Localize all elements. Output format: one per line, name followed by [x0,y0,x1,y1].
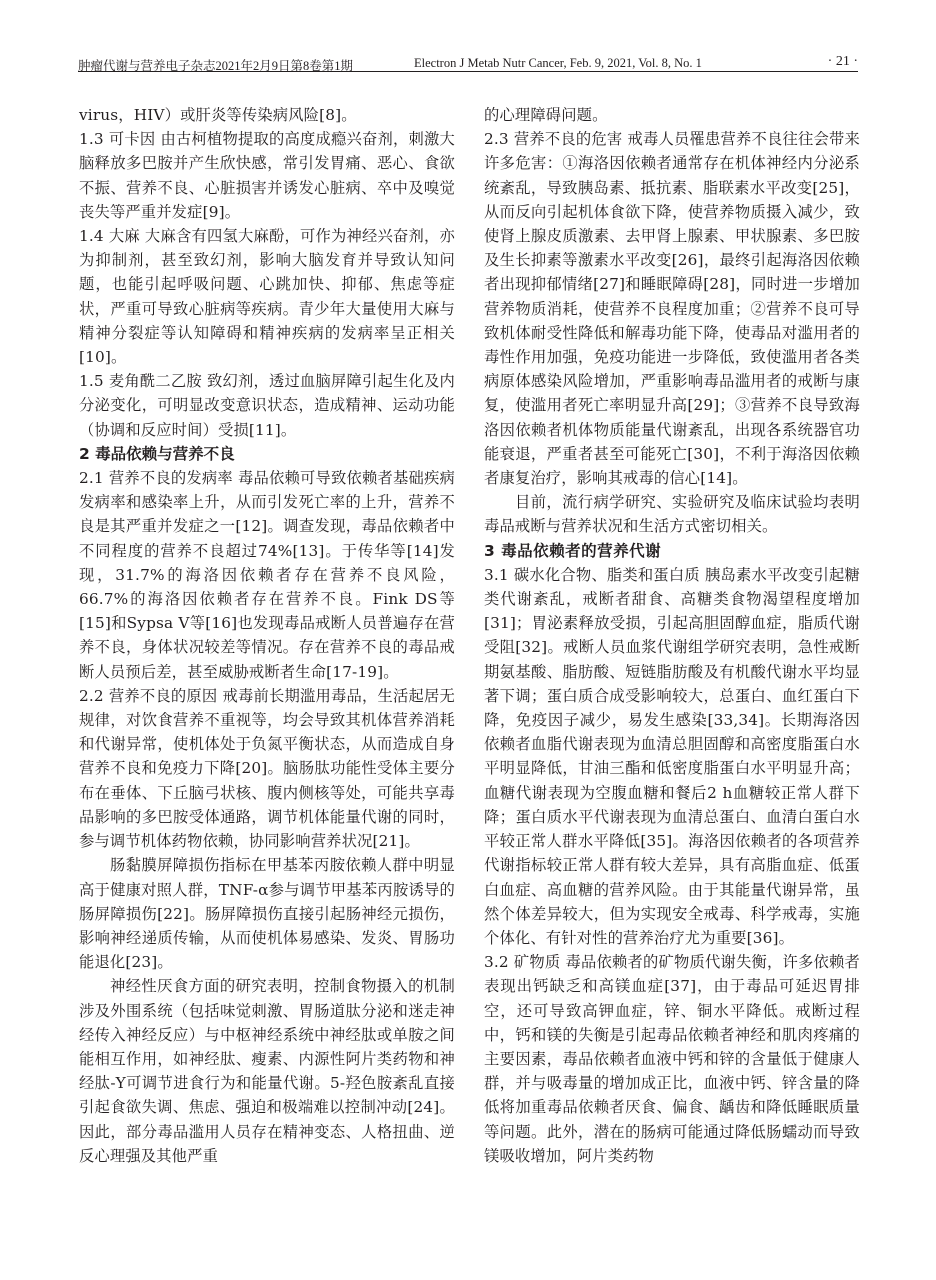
section-heading-2: 2 毒品依赖与营养不良 [79,444,235,463]
paragraph: virus，HIV）或肝炎等传染病风险[8]。 [79,106,357,124]
paragraph-harms: 2.3 营养不良的危害 戒毒人员罹患营养不良往往会带来许多危害：①海洛因依赖者通常存在机体神经内分泌系统紊乱，导致胰岛素、抵抗素、脂联素水平改变[25]，从而反向引起机体食欲下降，使营养物质摄入减少，致使肾上腺皮质激素、去甲肾上腺素、甲状腺素、多巴胺及生长抑素等激素水平改变[26]，最终引起海洛因依赖者出现抑郁情绪[27]和睡眠障碍[28]，同时进一步增加营养物质消耗，使营养不良程度加重；②营养不良可导致机体耐受性降低和解毒功能下降，使毒品对滥用者的毒性作用加强，免疫功能进一步降低，致使滥用者各类病原体感染风险增加，严重影响毒品滥用者的戒断与康复，使滥用者死亡率明显升高[29]；③营养不良导致海洛因依赖者机体物质能量代谢紊乱，出现各系统器官功能衰退，严重者甚至可能死亡[30]，不利于海洛因依赖者康复治疗，影响其戒毒的信心[14]。 [484,130,860,488]
paragraph-causes: 2.2 营养不良的原因 戒毒前长期滥用毒品，生活起居无规律，对饮食营养不重视等，均会导致其机体营养消耗和代谢异常，使机体处于负氮平衡状态，从而造成自身营养不良和免疫力下降[20]。脑肠肽功能性受体主要分布在垂体、下丘脑弓状核、腹内侧核等处，可能共享毒品影响的多巴胺受体通路，调节机体能量代谢的同时，参与调节机体药物依赖，协同影响营养状况[21]。 [79,686,455,851]
header-rule [78,71,858,72]
paragraph-metabolism: 3.1 碳水化合物、脂类和蛋白质 胰岛素水平改变引起糖类代谢紊乱，戒断者甜食、高糖类食物渴望程度增加[31]；胃泌素释放受损，引起高胆固醇血症，脂质代谢受阻[32]。戒断人员血浆代谢组学研究表明，急性戒断期氨基酸、脂肪酸、短链脂肪酸及有机酸代谢水平均显著下调；蛋白质合成受影响较大，总蛋白、血红蛋白下降，免疫因子减少，易发生感染[33,34]。长期海洛因依赖者血脂代谢表现为血清总胆固醇和高密度脂蛋白水平明显降低，甘油三酯和低密度脂蛋白水平明显升高；血糖代谢表现为空腹血糖和餐后2 h血糖较正常人群下降；蛋白质水平代谢表现为血清总蛋白、血清白蛋白水平较正常人群水平降低[35]。海洛因依赖者的各项营养代谢指标较正常人群有较大差异，具有高脂血症、低蛋白血症、高血糖的营养风险。由于其能量代谢异常，虽然个体差异较大，但为实现安全戒毒、科学戒毒，实施个体化、有针对性的营养治疗尤为重要[36]。 [484,565,860,947]
journal-name-chinese: 肿瘤代谢与营养电子杂志2021年2月9日第8卷第1期 [78,59,354,73]
right-column [484,103,860,1168]
paragraph-intestinal-barrier: 肠黏膜屏障损伤指标在甲基苯丙胺依赖人群中明显高于健康对照人群，TNF-α参与调节甲基苯丙胺诱导的肠屏障损伤[22]。肠屏障损伤直接引起肠神经元损伤，影响神经递质传输，从而使机体易感染、发炎、胃肠功能退化[23]。 [79,856,455,972]
section-heading-3: 3 毒品依赖者的营养代谢 [484,541,662,560]
journal-name-english: Electron J Metab Nutr Cancer, Feb. 9, 2021, Vol. 8, No. 1 [414,56,702,70]
paragraph: 的心理障碍问题。 [484,106,608,124]
paragraph-incidence: 2.1 营养不良的发病率 毒品依赖可导致依赖者基础疾病发病率和感染率上升，从而引发死亡率的上升，营养不良是其严重并发症之一[12]。调查发现，毒品依赖者中不同程度的营养不良超过74%[13]。于传华等[14]发现，31.7%的海洛因依赖者存在营养不良风险，66.7%的海洛因依赖者存在营养不良。Fink DS等[15]和Sypsa V等[16]也发现毒品戒断人员普遍存在营养不良，身体状况较差等情况。存在营养不良的毒品戒断人员预后差，甚至威胁戒断者生命[17-19]。 [79,469,455,681]
paragraph-minerals: 3.2 矿物质 毒品依赖者的矿物质代谢失衡，许多依赖者表现出钙缺乏和高镁血症[37]，由于毒品可延迟胃排空，还可导致高钾血症，锌、铜水平降低。戒断过程中，钙和镁的失衡是引起毒品依赖者神经和肌肉疼痛的主要因素，毒品依赖者血液中钙和锌的含量低于健康人群，并与吸毒量的增加成正比，血液中钙、锌含量的降低将加重毒品依赖者厌食、偏食、龋齿和降低睡眠质量等问题。此外，潜在的肠病可能通过降低肠蠕动而导致镁吸收增加，阿片类药物 [484,953,860,1165]
page-number: · 21 · [827,54,858,69]
paragraph-cannabis: 1.4 大麻 大麻含有四氢大麻酚，可作为神经兴奋剂，亦为抑制剂，甚至致幻剂，影响大脑发育并导致认知问题，也能引起呼吸问题、心跳加快、抑郁、焦虑等症状，严重可导致心脏病等疾病。青少年大量使用大麻与精神分裂症等认知障碍和精神疾病的发病率呈正相关[10]。 [79,227,455,367]
running-header [78,52,858,78]
paragraph-lsd: 1.5 麦角酰二乙胺 致幻剂，透过血脑屏障引起生化及内分泌变化，可明显改变意识状态，造成精神、运动功能（协调和反应时间）受损[11]。 [79,372,455,439]
paragraph-anorexia: 神经性厌食方面的研究表明，控制食物摄入的机制涉及外围系统（包括味觉刺激、胃肠道肽分泌和迷走神经传入神经反应）与中枢神经系统中神经肽或单胺之间能相互作用，如神经肽、瘦素、内源性阿片类药物和神经肽-Y可调节进食行为和能量代谢。5-羟色胺紊乱直接引起食欲失调、焦虑、强迫和极端难以控制冲动[24]。因此，部分毒品滥用人员存在精神变态、人格扭曲、逆反心理强及其他严重 [79,977,455,1165]
paragraph-current-research: 目前，流行病学研究、实验研究及临床试验均表明毒品戒断与营养状况和生活方式密切相关。 [484,493,860,536]
paragraph-cocaine: 1.3 可卡因 由古柯植物提取的高度成瘾兴奋剂，刺激大脑释放多巴胺并产生欣快感，常引发胃痛、恶心、食欲不振、营养不良、心脏损害并诱发心脏病、卒中及嗅觉丧失等严重并发症[9]。 [79,130,455,221]
left-column [79,103,455,1168]
